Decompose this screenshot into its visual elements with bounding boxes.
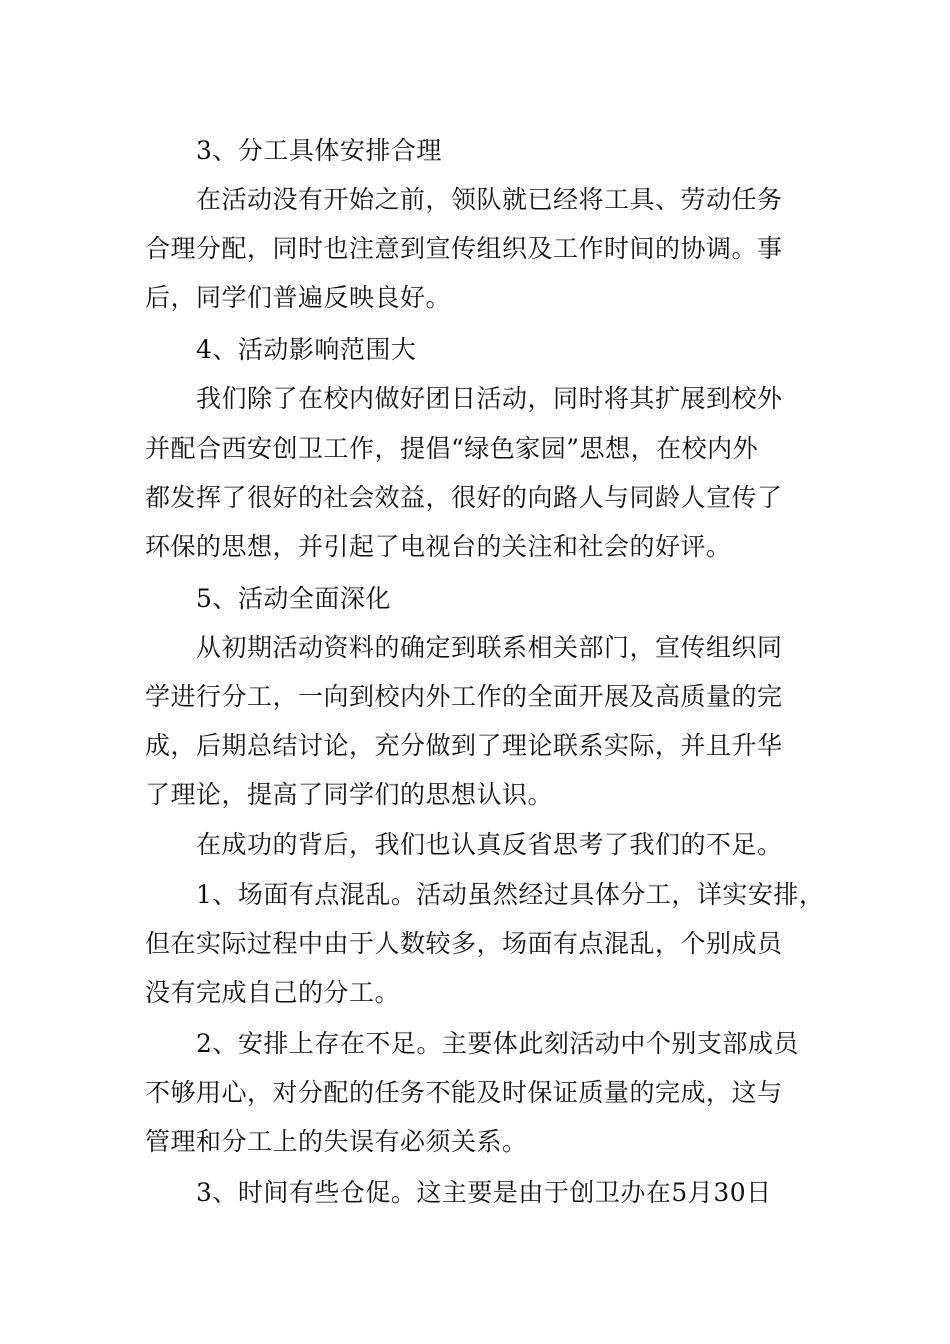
heading-3: 3、分工具体安排合理 bbox=[196, 136, 442, 165]
paragraph-line: 从初期活动资料的确定到联系相关部门，宣传组织同 bbox=[196, 633, 783, 662]
paragraph-line: 2、安排上存在不足。主要体此刻活动中个别支部成员 bbox=[196, 1029, 799, 1058]
paragraph-line: 后，同学们普遍反映良好。 bbox=[145, 283, 452, 312]
heading-4: 4、活动影响范围大 bbox=[196, 335, 417, 364]
paragraph-line: 管理和分工上的失误有必须关系。 bbox=[145, 1127, 528, 1156]
paragraph-line: 但在实际过程中由于人数较多，场面有点混乱，个别成员 bbox=[145, 929, 783, 958]
paragraph-line: 3、时间有些仓促。这主要是由于创卫办在5月30日 bbox=[196, 1178, 772, 1207]
paragraph-line: 在活动没有开始之前，领队就已经将工具、劳动任务 bbox=[196, 185, 783, 214]
heading-5: 5、活动全面深化 bbox=[196, 584, 391, 613]
paragraph-line: 1、场面有点混乱。活动虽然经过具体分工，详实安排， bbox=[196, 880, 825, 909]
paragraph-line: 在成功的背后，我们也认真反省思考了我们的不足。 bbox=[196, 830, 783, 859]
paragraph-line: 了理论，提高了同学们的思想认识。 bbox=[145, 780, 554, 809]
paragraph-line: 我们除了在校内做好团日活动，同时将其扩展到校外 bbox=[196, 384, 783, 413]
paragraph-line: 没有完成自己的分工。 bbox=[145, 978, 401, 1007]
paragraph-line: 学进行分工，一向到校内外工作的全面开展及高质量的完 bbox=[145, 682, 783, 711]
paragraph-line: 不够用心，对分配的任务不能及时保证质量的完成，这与 bbox=[145, 1078, 783, 1107]
paragraph-line: 环保的思想，并引起了电视台的关注和社会的好评。 bbox=[145, 532, 732, 561]
paragraph-line: 合理分配，同时也注意到宣传组织及工作时间的协调。事 bbox=[145, 234, 783, 263]
paragraph-line: 都发挥了很好的社会效益，很好的向路人与同龄人宣传了 bbox=[145, 483, 783, 512]
paragraph-line: 成，后期总结讨论，充分做到了理论联系实际，并且升华 bbox=[145, 731, 783, 760]
paragraph-line: 并配合西安创卫工作，提倡“绿色家园”思想，在校内外 bbox=[145, 434, 759, 463]
